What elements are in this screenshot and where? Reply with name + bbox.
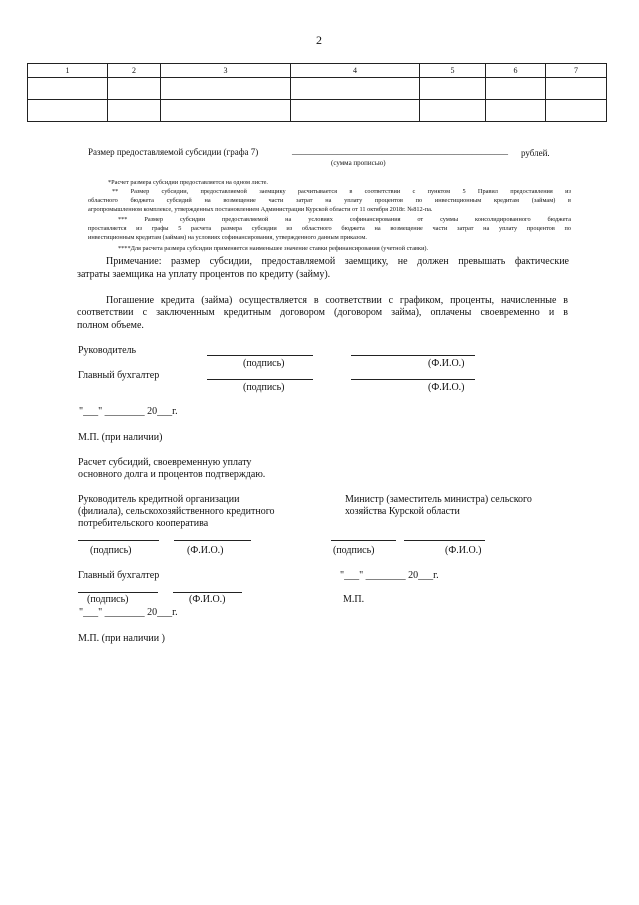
subsidy-currency: рублей. [521,148,550,158]
footnote-4: ****Для расчета размера субсидии применяется наименьшее значение ставки рефинансирования (учетной ставки). [118,245,429,252]
subsidy-label: Размер предоставляемой субсидии (графа 7) [88,147,259,157]
minister-line: Министр (заместитель министра) сельского [345,494,532,505]
footnote-3-line: *** Размер субсидии предоставляемой на условиях софинансирования от суммы консолидированного бюджета [118,216,571,223]
table-cell [420,78,486,100]
head-fio-line [351,355,475,356]
table-header-cell: 7 [546,64,607,78]
head-label: Руководитель [78,345,137,356]
minister-fio-caption: (Ф.И.О.) [445,545,482,556]
confirmation-line: основного долга и процентов подтверждаю. [78,469,266,480]
accountant-signature-line [207,379,313,380]
credit-org-signature-line [78,540,159,541]
calculation-table [27,63,607,122]
credit-accountant-signature-line [78,592,158,593]
minister-signature-caption: (подпись) [333,545,375,556]
credit-accountant-fio-line [173,592,242,593]
table-cell [108,100,161,122]
minister-date-line: "___" ________ 20___г. [340,570,439,581]
table-cell [546,78,607,100]
table-header-cell: 1 [28,64,108,78]
credit-org-line: потребительского кооператива [78,518,209,529]
table-header-cell: 6 [486,64,546,78]
minister-signature-line [331,540,396,541]
accountant-fio-line [351,379,475,380]
minister-line: хозяйства Курской области [345,506,460,517]
date-line: "___" ________ 20___г. [79,406,178,417]
subsidy-amount-caption: (сумма прописью) [331,159,386,167]
note-line: Примечание: размер субсидии, предоставляемой заемщику, не должен превышать фактические [106,256,569,267]
footnote-3-line: инвестиционным кредитам (займам) на условиях софинансирования, утвержденного данным приказом. [88,234,367,241]
credit-org-line: (филиала), сельскохозяйственного кредитного [78,506,275,517]
table-row [28,78,607,100]
footnote-2-line: ** Размер субсидии, предоставляемой заемщику расчитывается в соответствии с пунктом 5 Правил предоставления из [112,188,571,195]
table-cell [108,78,161,100]
credit-accountant-label: Главный бухгалтер [78,570,160,581]
confirmation-line: Расчет субсидий, своевременную уплату [78,457,252,468]
table-cell [161,100,291,122]
repayment-line: Погашение кредита (займа) осуществляется в соответствии с графиком, проценты, начисленные в [106,295,568,306]
table-cell [291,100,420,122]
head-fio-caption: (Ф.И.О.) [428,358,465,369]
minister-stamp: М.П. [343,594,365,605]
table-cell [486,78,546,100]
credit-accountant-signature-caption: (подпись) [87,594,129,605]
table-header-row [28,64,607,78]
table-cell [28,100,108,122]
table-header-cell: 4 [291,64,420,78]
subsidy-amount-line: ________________________________________________ [292,146,508,156]
table-cell [28,78,108,100]
credit-org-fio-line [174,540,251,541]
table-header-cell: 5 [420,64,486,78]
table-row [28,100,607,122]
footnote-2-line: областного бюджета субсидий на возмещение части затрат на уплату процентов по инвестиционным кредитам (займам) в [88,197,571,204]
table-header-cell: 2 [108,64,161,78]
table-cell [546,100,607,122]
repayment-line: соответствии с заключенным кредитным договором (договором займа), оплачены своевременно и в [77,307,568,318]
table-cell [291,78,420,100]
accountant-signature-caption: (подпись) [243,382,285,393]
footnote-1: *Расчет размера субсидии предоставляется на одном листе. [108,179,268,186]
credit-accountant-fio-caption: (Ф.И.О.) [189,594,226,605]
credit-org-line: Руководитель кредитной организации [78,494,240,505]
accountant-fio-caption: (Ф.И.О.) [428,382,465,393]
credit-org-signature-caption: (подпись) [90,545,132,556]
footnote-3-line: проставляется из графы 5 расчета размера субсидии из областного бюджета на возмещение части затрат на уплату процентов по [88,225,571,232]
table-header-cell: 3 [161,64,291,78]
stamp-label: М.П. (при наличии) [78,432,163,443]
head-signature-caption: (подпись) [243,358,285,369]
credit-date-line: "___" ________ 20___г. [79,607,178,618]
head-signature-line [207,355,313,356]
table-cell [420,100,486,122]
repayment-line: полном объеме. [77,320,144,331]
footnote-2-line: агропромышленном комплексе, утвержденных постановлением Администрации Курской области от 11 октября 2018г. №812-па. [88,206,433,213]
table-cell [486,100,546,122]
minister-fio-line [404,540,485,541]
table-cell [161,78,291,100]
note-line: затраты заемщика на уплату процентов по кредиту (займу). [77,269,331,280]
page-number: 2 [316,33,322,47]
accountant-label: Главный бухгалтер [78,370,160,381]
credit-stamp-label: М.П. (при наличии ) [78,633,165,644]
credit-org-fio-caption: (Ф.И.О.) [187,545,224,556]
